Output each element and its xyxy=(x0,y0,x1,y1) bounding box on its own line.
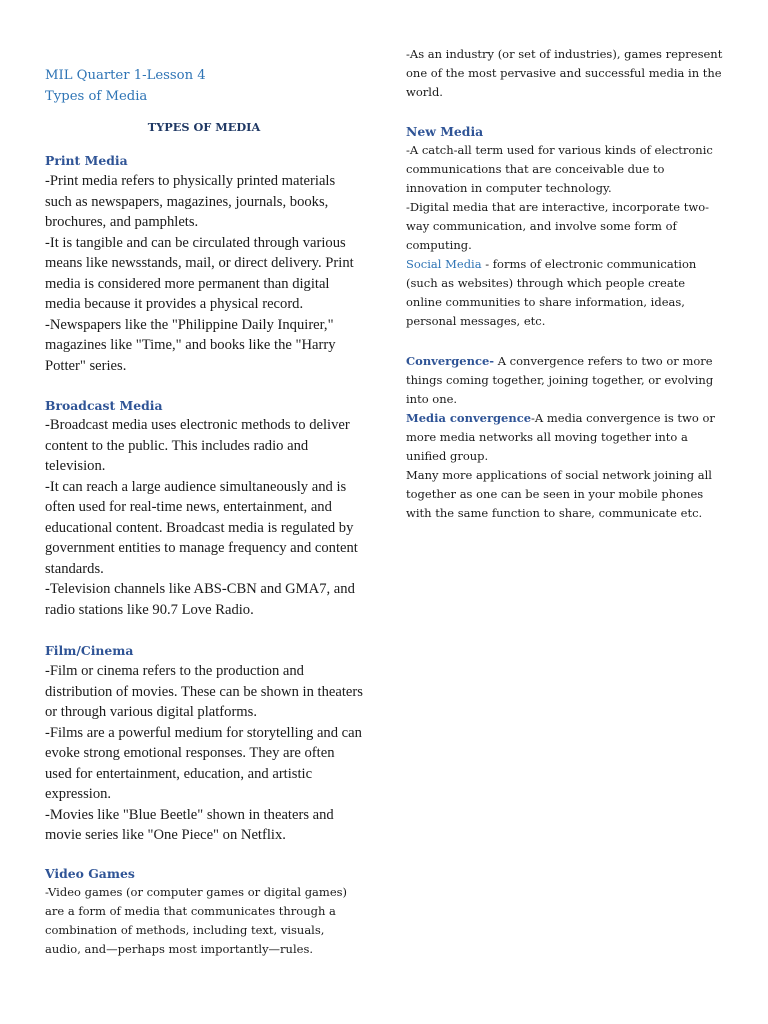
video-games-body xyxy=(45,883,363,959)
film-cinema-body xyxy=(45,661,363,846)
paragraph: -It is tangible and can be circulated through various means like newsstands, mail, or direct delivery. Print media is considered more permanent than digital media because it provides a physical record. xyxy=(45,234,354,312)
print-media-body xyxy=(45,171,363,376)
paragraph: -Films are a powerful medium for storytelling and can evoke strong emotional responses. They are often used for entertainment, education, and artistic expression. xyxy=(45,724,362,802)
paragraph: -Television channels like ABS-CBN and GMA7, and radio stations like 90.7 Love Radio. xyxy=(45,581,355,618)
convergence-label: Convergence- xyxy=(406,354,495,368)
media-convergence-text: -A media convergence is two or more media networks all moving together into a unified group. xyxy=(406,411,715,463)
convergence-text: A convergence refers to two or more things coming together, joining together, or evolving into one. xyxy=(406,354,714,406)
heading-video-games: Video Games xyxy=(45,866,135,881)
paragraph xyxy=(406,255,724,331)
convergence-body xyxy=(406,352,724,523)
paragraph: -Digital media that are interactive, incorporate two-way communication, and involve some form of computing. xyxy=(406,200,710,252)
social-media-text: - forms of electronic communication (such as websites) through which people create online communities to share information, ideas, personal messages, etc. xyxy=(406,257,697,328)
broadcast-media-body xyxy=(45,415,363,620)
paragraph: Many more applications of social network joining all together as one can be seen in your mobile phones with the same function to share, communicate etc. xyxy=(406,468,712,520)
paragraph xyxy=(406,409,724,466)
heading-print-media: Print Media xyxy=(45,153,128,168)
paragraph xyxy=(406,352,724,409)
section-title: TYPES OF MEDIA xyxy=(147,120,261,134)
paragraph: -Newspapers like the "Philippine Daily Inquirer," magazines like "Time," and books like the "Harry Potter" series. xyxy=(45,316,336,374)
paragraph: -Movies like "Blue Beetle" shown in theaters and movie series like "One Piece" on Netflix. xyxy=(45,806,334,843)
paragraph: -Broadcast media uses electronic methods to deliver content to the public. This includes radio and television. xyxy=(45,417,350,474)
heading-broadcast-media: Broadcast Media xyxy=(45,398,163,413)
title-line-2: Types of Media xyxy=(45,89,148,104)
media-convergence-label: Media convergence xyxy=(406,411,532,425)
heading-new-media: New Media xyxy=(406,124,484,139)
paragraph: -Print media refers to physically printed materials such as newspapers, magazines, journals, books, brochures, and pamphlets. xyxy=(45,173,336,230)
title-line-1: MIL Quarter 1-Lesson 4 xyxy=(45,68,206,83)
new-media-body xyxy=(406,141,724,331)
paragraph: -Film or cinema refers to the production and distribution of movies. These can be shown in theaters or through various digital platforms. xyxy=(45,663,363,720)
document-title xyxy=(45,65,206,107)
video-games-continued xyxy=(406,45,724,102)
paragraph: -Video games (or computer games or digital games) are a form of media that communicates through a combination of methods, including text, visuals, audio, and—perhaps most importantly—rules. xyxy=(45,885,348,956)
paragraph: -A catch-all term used for various kinds of electronic communications that are conceivable due to innovation in computer technology. xyxy=(406,143,713,195)
paragraph: -As an industry (or set of industries), games represent one of the most pervasive and successful media in the world. xyxy=(406,47,723,99)
social-media-label: Social Media xyxy=(406,257,482,271)
paragraph: -It can reach a large audience simultaneously and is often used for real-time news, entertainment, and educational content. Broadcast media is regulated by government entities to manage frequency and content standards. xyxy=(45,478,358,577)
heading-film-cinema: Film/Cinema xyxy=(45,643,134,658)
